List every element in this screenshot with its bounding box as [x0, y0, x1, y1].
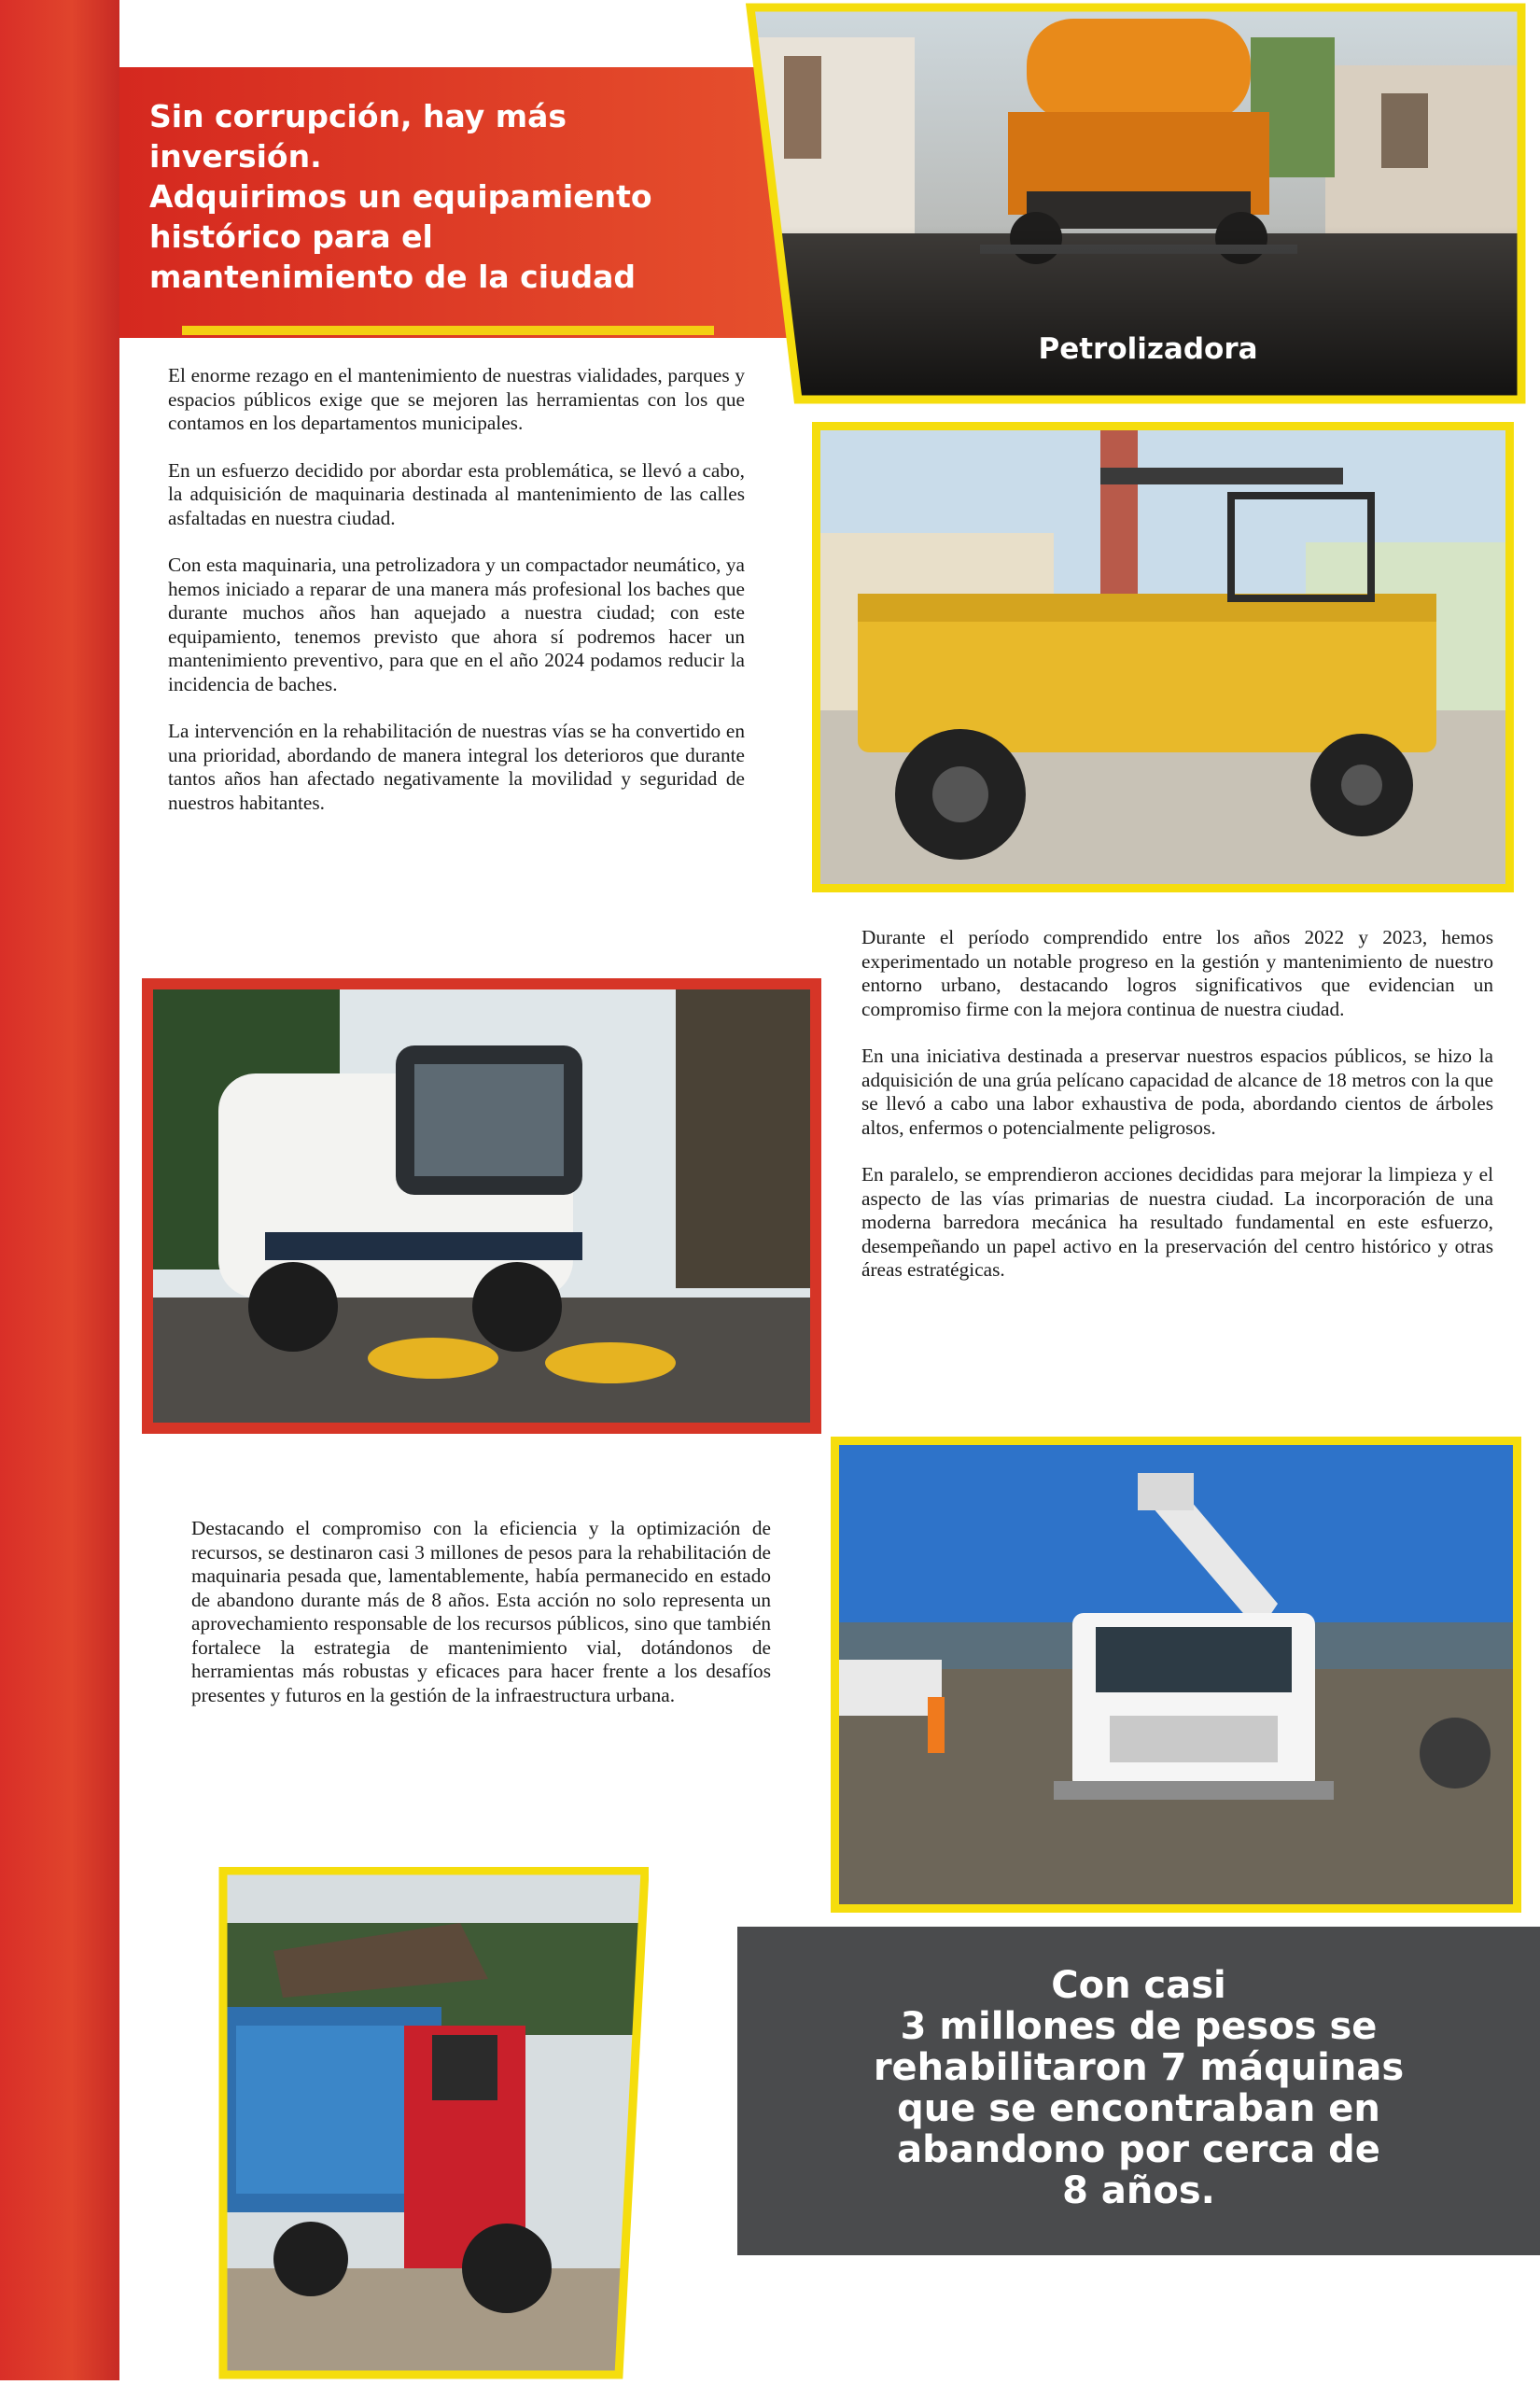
- intro-paragraph: La intervención en la rehabilitación de nuestras vías se ha convertido en una prioridad, abordando de manera integral los deterioros que durante tantos años han afectado negativamente la movilidad y seguridad de nuestros habitantes.: [168, 720, 745, 814]
- right-paragraph: En una iniciativa destinada a preservar nuestros espacios públicos, se hizo la adquisición de una grúa pelícano capacidad de alcance de 18 metros con la que se llevó a cabo una labor exhaustiva de poda, abordando cientos de árboles altos, enfermos o potencialmente peligrosos.: [861, 1045, 1493, 1139]
- lower-text: [191, 1517, 771, 1731]
- header-underline: [182, 326, 714, 335]
- sweeper-illustration: [153, 989, 810, 1423]
- left-red-stripe: [0, 0, 119, 2380]
- photo-loader: [217, 1867, 649, 2380]
- crane-truck-illustration: [839, 1445, 1513, 1904]
- right-text: [861, 926, 1493, 1306]
- loader-illustration: [217, 1867, 649, 2380]
- intro-paragraph: Con esta maquinaria, una petrolizadora y un compactador neumático, ya hemos iniciado a reparar de una manera más profesional los baches que durante muchos años han aquejado a nuestra ciudad; con este equipamiento, tenemos previsto que ahora sí podremos hacer un mantenimiento preventivo, para que en el año 2024 podamos reducir la incidencia de baches.: [168, 554, 745, 695]
- compactor-illustration: [820, 430, 1505, 884]
- intro-paragraph: En un esfuerzo decidido por abordar esta problemática, se llevó a cabo, la adquisición de maquinaria destinada al mantenimiento de las calles asfaltadas en nuestra ciudad.: [168, 458, 745, 529]
- page-title: Sin corrupción, hay más inversión. Adquirimos un equipamiento histórico para el mantenimiento de la ciudad: [149, 98, 652, 295]
- photo-crane-truck: [831, 1437, 1521, 1913]
- right-paragraph: En paralelo, se emprendieron acciones decididas para mejorar la limpieza y el aspecto de las vías primarias de nuestra ciudad. La incorporación de una moderna barredora mecánica ha resultado fundamental en este esfuerzo, desempeñando un papel activo en la preservación del centro histórico y otras áreas estratégicas.: [861, 1163, 1493, 1281]
- highlight-banner-text: Con casi 3 millones de pesos se rehabilitaron 7 máquinas que se encontraban en abandono por cerca de 8 años.: [873, 1964, 1405, 2212]
- intro-paragraph: El enorme rezago en el mantenimiento de nuestras vialidades, parques y espacios públicos exige que se mejoren las herramientas con los que contamos en los departamentos municipales.: [168, 364, 745, 434]
- intro-text: [168, 364, 745, 838]
- photo-sweeper: [142, 978, 821, 1434]
- lower-paragraph: Destacando el compromiso con la eficiencia y la optimización de recursos, se destinaron casi 3 millones de pesos para la rehabilitación de maquinaria pesada que, lamentablemente, había permanecido en estado de abandono durante más de 8 años. Esta acción no solo representa un aprovechamiento responsable de los recursos públicos, sino que también fortalece la estrategia de mantenimiento vial, dotándonos de herramientas más robustas y eficaces para hacer frente a los desafíos presentes y futuros en la gestión de la infraestructura urbana.: [191, 1517, 771, 1706]
- right-paragraph: Durante el período comprendido entre los años 2022 y 2023, hemos experimentado un notable progreso en la gestión y mantenimiento de nuestro entorno urbano, destacando logros significativos que evidencian un compromiso firme con la mejora continua de nuestra ciudad.: [861, 926, 1493, 1020]
- photo-compactor: [812, 422, 1514, 892]
- photo-caption-petrolizadora: Petrolizadora: [1038, 332, 1258, 366]
